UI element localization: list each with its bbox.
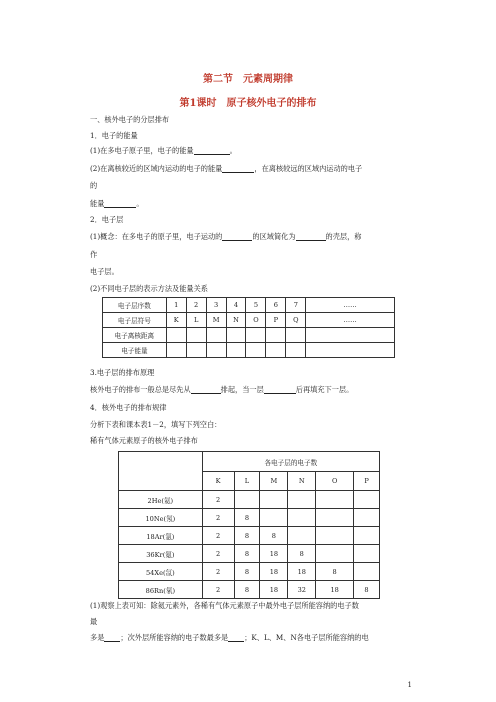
text: ；次外层所能容纳的电子数最多是 [120,633,229,642]
electron-count: 18 [260,563,288,581]
heading-1-4: 4．核外电子的排布规律 [90,403,167,412]
table-cell [266,343,286,358]
electron-count [354,509,380,527]
para-1-2a-wrap: 作 [90,250,98,259]
electron-count: 18 [260,545,288,563]
text: 的区域简化为 [252,232,296,241]
shell-table [102,297,395,358]
corner-cell [119,452,203,491]
text: (1)在多电子原子里，电子的能量 [90,146,194,155]
fill-blank[interactable] [194,147,230,155]
electron-count [316,527,354,545]
fill-blank[interactable] [264,386,296,394]
electron-count: 18 [316,581,354,599]
question-1-line2: 最 [90,617,98,626]
electron-count [260,509,288,527]
table-header: 各电子层的电子数 [202,452,379,472]
text: (2)在离核较近的区域内运动的电子的能量 [90,164,223,173]
table-cell [286,328,306,343]
text: ，在离核较远的区域内运动的电子 [254,164,363,173]
table-cell: Q [286,313,306,328]
electron-count: 2 [202,581,234,599]
table-row [103,328,395,343]
electron-count [354,545,380,563]
electron-count: 8 [316,563,354,581]
row-label: 电子层符号 [103,313,167,328]
shell-label: N [288,472,316,491]
electron-count [234,491,260,509]
table-row [119,545,380,563]
element-name: 36Kr(氪) [119,545,203,563]
text: 排起，当一层 [220,385,264,394]
electron-count: 8 [234,581,260,599]
text: (1)概念：在多电子的原子里，电子运动的 [90,232,223,241]
table-cell: …… [306,313,395,328]
table-row [103,298,395,313]
electron-count: 8 [288,545,316,563]
text: 。 [229,146,237,155]
electron-count [288,527,316,545]
fill-blank[interactable] [104,634,120,642]
fill-blank[interactable] [296,233,326,241]
table-cell [306,328,395,343]
para-1-3a [90,385,353,394]
table-cell: 7 [286,298,306,313]
text: 核外电子的排布一般总是尽先从 [90,385,191,394]
table-cell: 5 [246,298,266,313]
fill-blank[interactable] [222,233,252,241]
table-cell: 1 [166,298,186,313]
header-row [119,452,380,472]
question-1-line3 [90,633,369,642]
element-name: 18Ar(氩) [119,527,203,545]
heading-1-2: 2．电子层 [90,215,124,224]
table-cell [286,343,306,358]
electron-count: 8 [234,527,260,545]
row-label: 电子离核距离 [103,328,167,343]
electron-count: 18 [288,563,316,581]
electron-count: 2 [202,563,234,581]
para-1-2a [90,232,361,241]
para-1-1a [90,146,237,155]
text: 。 [136,199,144,208]
table-cell: O [246,313,266,328]
para-1-4a: 分析下表和课本表1－2，填写下列空白： [90,420,222,429]
table-cell [226,343,246,358]
element-name: 2He(氦) [119,491,203,509]
para-1-2a-end: 电子层。 [90,267,119,276]
table-cell [186,343,206,358]
text: 多是 [90,633,105,642]
table-row [103,313,395,328]
electron-count [354,527,380,545]
electron-count: 2 [202,527,234,545]
para-1-4b: 稀有气体元素原子的核外电子排布 [90,436,198,445]
electron-count [260,491,288,509]
row-label: 电子层序数 [103,298,167,313]
table-cell: N [226,313,246,328]
electron-count [354,491,380,509]
shell-label: L [234,472,260,491]
table-cell: 6 [266,298,286,313]
electron-count [288,509,316,527]
para-1-1c [90,199,144,208]
electron-count [288,491,316,509]
electron-count: 2 [202,491,234,509]
heading-1-1: 1．电子的能量 [90,131,138,140]
table-cell [306,343,395,358]
para-1-1b-wrap: 的 [90,181,98,190]
para-1-2b: (2)不同电子层的表示方法及能量关系 [90,284,208,293]
table-cell: P [266,313,286,328]
table-row [119,509,380,527]
electron-count: 2 [202,509,234,527]
text: 的壳层，称 [325,232,362,241]
table-cell: M [206,313,226,328]
electron-count [316,509,354,527]
table-cell: 2 [186,298,206,313]
lesson-title: 第1课时 原子核外电子的排布 [179,98,317,109]
table-row [119,563,380,581]
heading-1-3: 3.电子层的排布原理 [90,368,155,377]
para-1-1b [90,164,362,173]
electron-count: 8 [234,509,260,527]
table-cell [246,343,266,358]
table-row [119,527,380,545]
electron-count: 8 [260,527,288,545]
electron-count: 2 [202,545,234,563]
element-name: 86Rn(氡) [119,581,203,599]
table-cell [226,328,246,343]
fill-blank[interactable] [228,634,244,642]
electron-count: 18 [260,581,288,599]
row-label: 电子能量 [103,343,167,358]
electron-count [316,545,354,563]
table-row [119,491,380,509]
electron-count: 8 [234,545,260,563]
table-cell [166,328,186,343]
fill-blank[interactable] [191,386,221,394]
table-cell [186,328,206,343]
table-cell: 4 [226,298,246,313]
section-title: 第二节 元素周期律 [203,74,293,85]
table-cell: 3 [206,298,226,313]
fill-blank[interactable] [104,200,136,208]
shell-label: K [202,472,234,491]
table-row [119,581,380,599]
question-1-line1: (1)观察上表可知：除氦元素外，各稀有气体元素原子中最外电子层所能容纳的电子数 [90,601,359,610]
element-name: 10Ne(氖) [119,509,203,527]
text: 后再填充下一层。 [295,385,354,394]
electron-count: 32 [288,581,316,599]
table-cell [206,328,226,343]
page-number: 1 [407,681,412,689]
electron-count [316,491,354,509]
table-cell [206,343,226,358]
text: ；K、L、M、N各电子层所能容纳的电 [244,633,369,642]
text: 能量 [90,199,105,208]
table-cell [266,328,286,343]
table-cell [246,328,266,343]
electron-count: 8 [354,581,380,599]
table-row [103,343,395,358]
table-cell: …… [306,298,395,313]
electron-count [354,563,380,581]
noble-gas-table [118,451,380,599]
fill-blank[interactable] [222,165,254,173]
table-cell [166,343,186,358]
table-cell: L [186,313,206,328]
shell-label: M [260,472,288,491]
heading-1: 一、核外电子的分层排布 [90,115,170,124]
element-name: 54Xe(氙) [119,563,203,581]
shell-label: P [354,472,380,491]
electron-count: 8 [234,563,260,581]
table-cell: K [166,313,186,328]
shell-label: O [316,472,354,491]
